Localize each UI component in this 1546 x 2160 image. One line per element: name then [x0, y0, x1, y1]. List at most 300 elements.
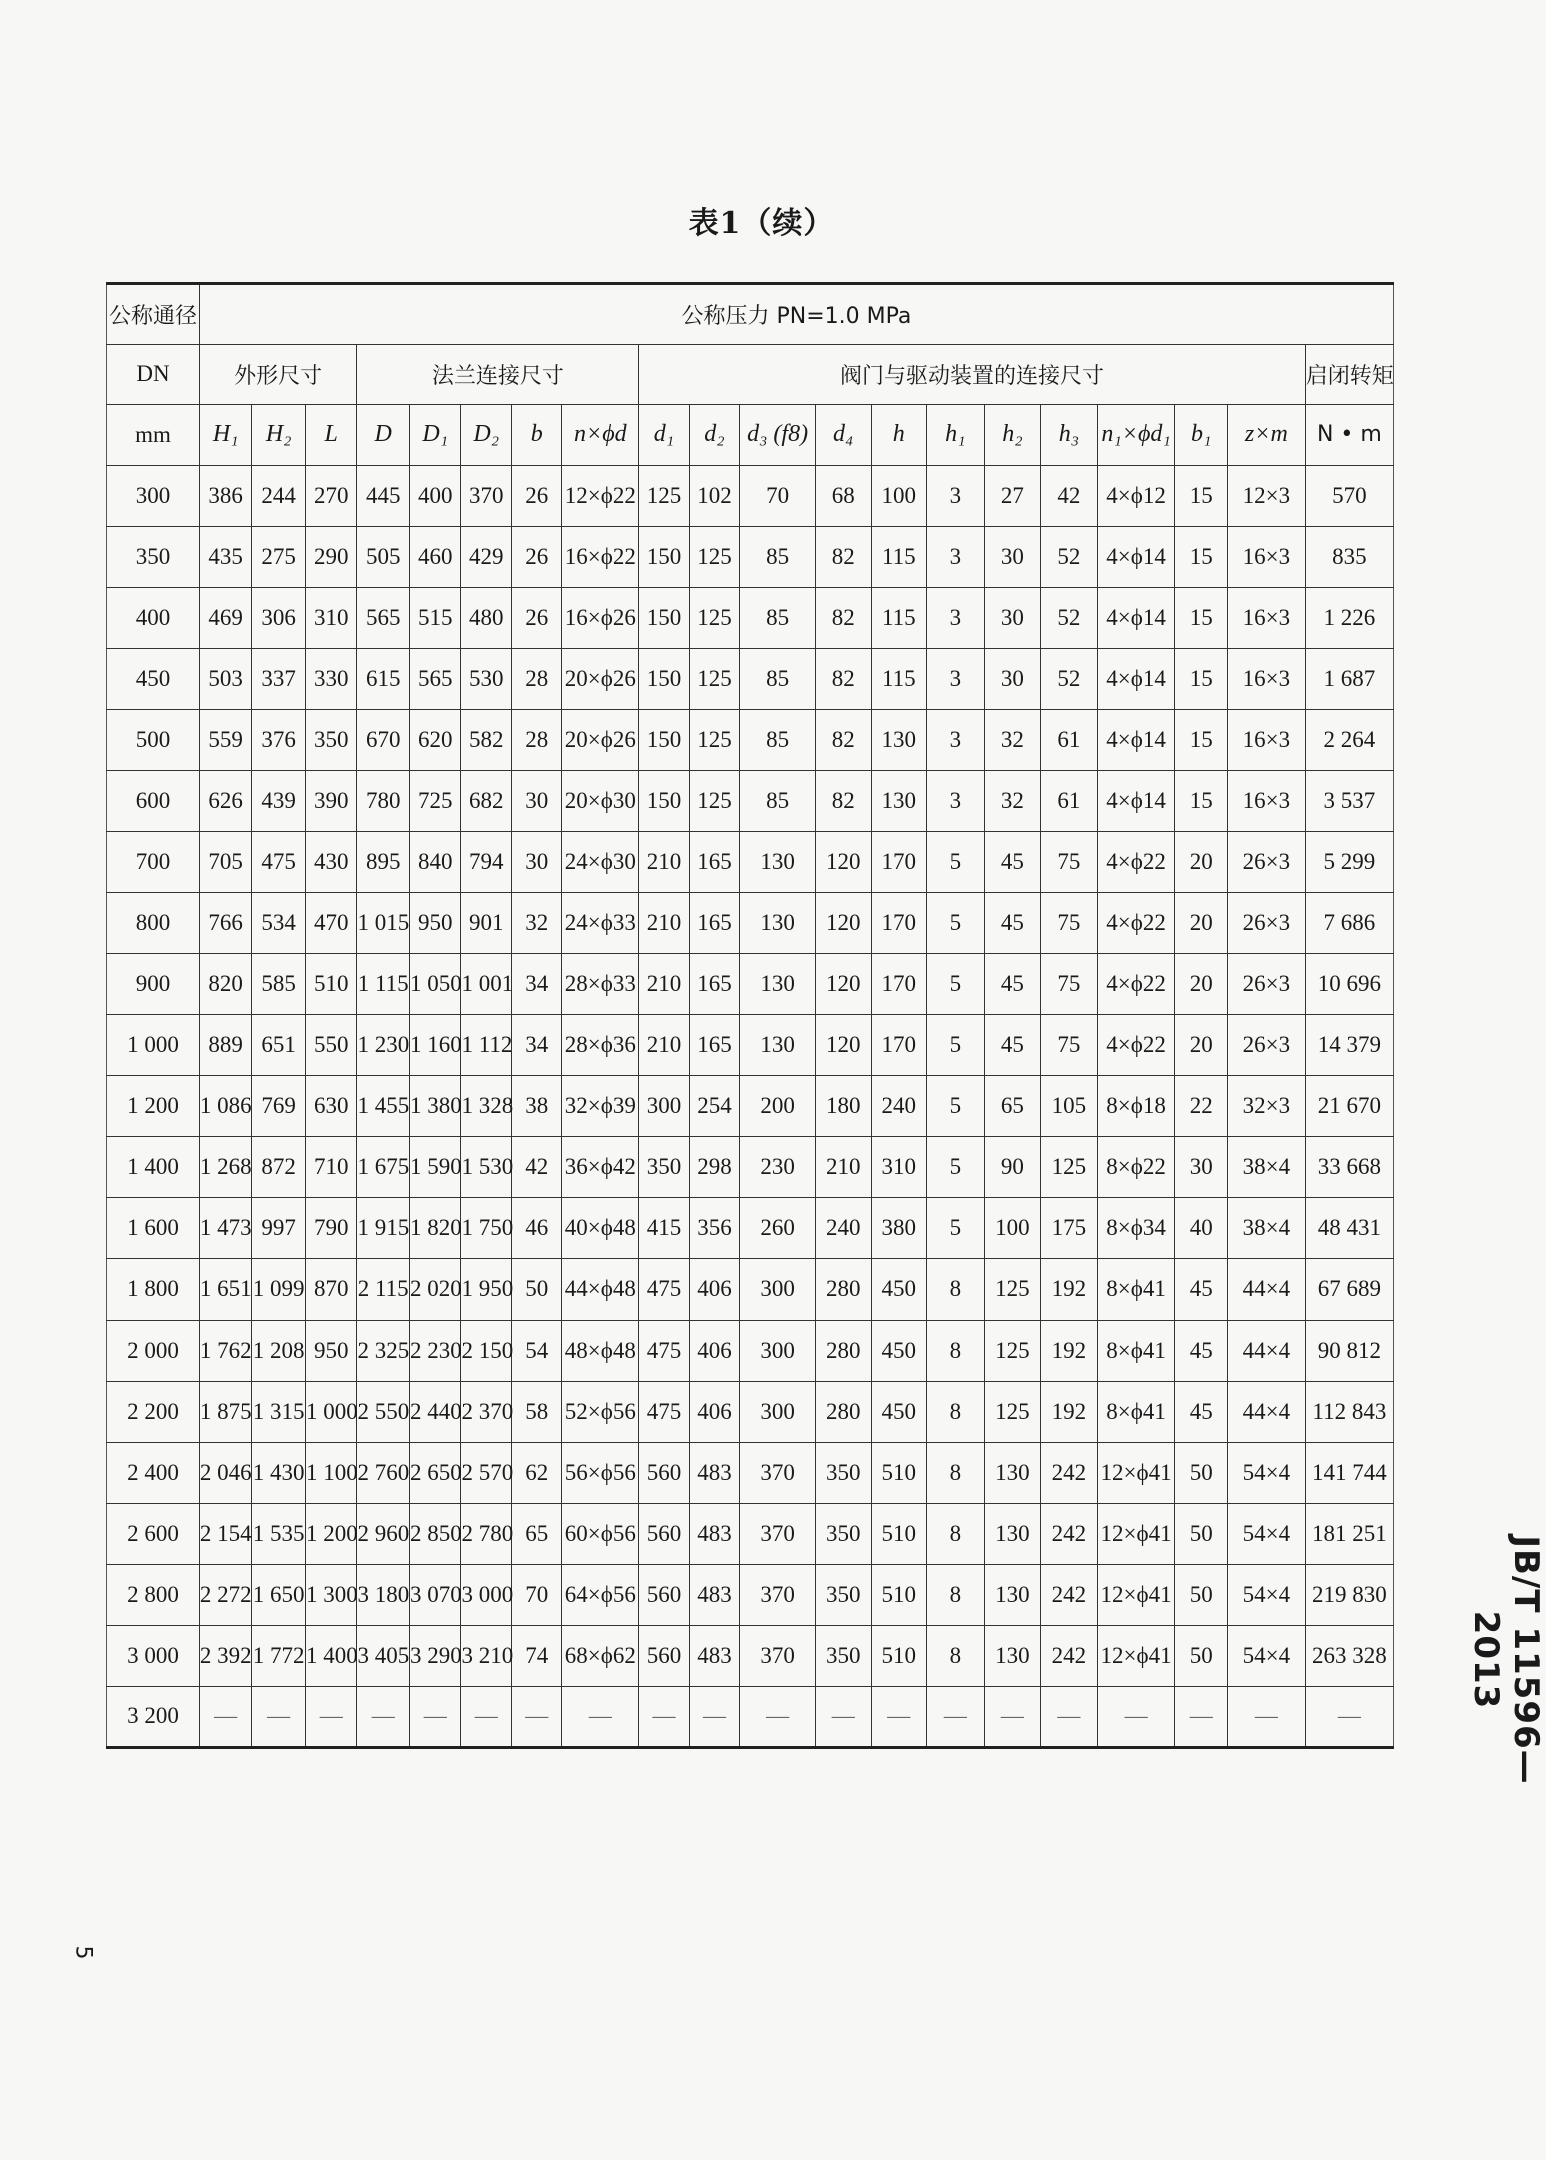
table-cell: 530	[461, 648, 512, 709]
table-row	[107, 1564, 1394, 1625]
table-cell: 1 915	[357, 1198, 410, 1259]
table-cell: 26×3	[1227, 1015, 1305, 1076]
table-cell: 350	[815, 1564, 871, 1625]
table-cell: —	[409, 1686, 461, 1747]
table-cell: 406	[689, 1320, 740, 1381]
table-cell: 1 315	[252, 1381, 306, 1442]
table-cell: 794	[461, 832, 512, 893]
table-cell: 54×4	[1227, 1564, 1305, 1625]
table-cell: 230	[740, 1137, 816, 1198]
table-cell: 12×ϕ41	[1097, 1564, 1175, 1625]
table-cell: 24×ϕ33	[562, 893, 639, 954]
table-cell: —	[815, 1686, 871, 1747]
table-cell: 32	[984, 709, 1041, 770]
table-cell: 4×ϕ14	[1097, 526, 1175, 587]
table-cell: 210	[815, 1137, 871, 1198]
table-cell: 3 000	[461, 1564, 512, 1625]
table-cell: 100	[984, 1198, 1041, 1259]
table-cell: 20	[1175, 1015, 1228, 1076]
table-cell: 20×ϕ26	[562, 648, 639, 709]
table-cell: 2 370	[461, 1381, 512, 1442]
dn-cell: 3 000	[107, 1625, 200, 1686]
dn-cell: 800	[107, 893, 200, 954]
table-cell: 240	[815, 1198, 871, 1259]
table-cell: 350	[815, 1625, 871, 1686]
table-cell: 65	[511, 1503, 562, 1564]
table-cell: 2 650	[409, 1442, 461, 1503]
table-cell: 130	[984, 1503, 1041, 1564]
table-cell: 350	[639, 1137, 690, 1198]
table-cell: 1 160	[409, 1015, 461, 1076]
table-cell: 725	[409, 770, 461, 831]
table-row	[107, 1381, 1394, 1442]
table-cell: 3 290	[409, 1625, 461, 1686]
table-cell: 503	[199, 648, 252, 709]
table-cell: 170	[871, 832, 927, 893]
table-cell: 870	[305, 1259, 357, 1320]
dn-cell: 1 800	[107, 1259, 200, 1320]
table-row	[107, 1198, 1394, 1259]
table-cell: 102	[689, 465, 740, 526]
table-cell: 30	[984, 526, 1041, 587]
table-cell: 2 272	[199, 1564, 252, 1625]
table-cell: 85	[740, 587, 816, 648]
table-cell: 50	[1175, 1625, 1228, 1686]
column-header: z×m	[1227, 405, 1305, 466]
table-cell: 52×ϕ56	[562, 1381, 639, 1442]
table-cell: 835	[1305, 526, 1393, 587]
table-cell: 242	[1041, 1625, 1098, 1686]
table-cell: 5	[927, 893, 985, 954]
table-cell: 1 328	[461, 1076, 512, 1137]
page-number: 5	[70, 1945, 96, 1960]
table-cell: 12×ϕ41	[1097, 1625, 1175, 1686]
table-cell: 30	[1175, 1137, 1228, 1198]
table-row	[107, 1320, 1394, 1381]
table-cell: 52	[1041, 648, 1098, 709]
table-cell: 510	[871, 1442, 927, 1503]
table-cell: 475	[639, 1381, 690, 1442]
table-cell: 560	[639, 1442, 690, 1503]
dn-cell: 500	[107, 709, 200, 770]
table-cell: 429	[461, 526, 512, 587]
table-cell: 769	[252, 1076, 306, 1137]
table-cell: 150	[639, 770, 690, 831]
dn-header: DN	[107, 344, 200, 405]
table-cell: —	[1305, 1686, 1393, 1747]
table-cell: 125	[639, 465, 690, 526]
table-cell: 45	[1175, 1381, 1228, 1442]
table-cell: 475	[639, 1320, 690, 1381]
table-cell: 42	[1041, 465, 1098, 526]
table-cell: 2 264	[1305, 709, 1393, 770]
table-cell: 2 960	[357, 1503, 410, 1564]
table-cell: 30	[511, 832, 562, 893]
table-cell: 337	[252, 648, 306, 709]
table-cell: 450	[871, 1381, 927, 1442]
table-cell: 560	[639, 1564, 690, 1625]
table-cell: 15	[1175, 587, 1228, 648]
table-cell: 2 150	[461, 1320, 512, 1381]
table-cell: 15	[1175, 465, 1228, 526]
table-cell: 170	[871, 893, 927, 954]
column-header: D₂	[461, 405, 512, 466]
table-cell: 130	[740, 954, 816, 1015]
table-cell: 3 180	[357, 1564, 410, 1625]
table-cell: 310	[305, 587, 357, 648]
table-cell: 120	[815, 1015, 871, 1076]
table-cell: 12×ϕ41	[1097, 1503, 1175, 1564]
dn-cell: 1 400	[107, 1137, 200, 1198]
table-cell: 310	[871, 1137, 927, 1198]
table-cell: 85	[740, 526, 816, 587]
dn-cell: 450	[107, 648, 200, 709]
table-cell: 901	[461, 893, 512, 954]
table-cell: 260	[740, 1198, 816, 1259]
table-cell: 125	[689, 587, 740, 648]
table-cell: 34	[511, 1015, 562, 1076]
table-cell: 54×4	[1227, 1625, 1305, 1686]
table-cell: —	[199, 1686, 252, 1747]
table-cell: 380	[871, 1198, 927, 1259]
table-cell: 1 590	[409, 1137, 461, 1198]
table-row	[107, 648, 1394, 709]
table-cell: 3	[927, 770, 985, 831]
table-cell: 16×3	[1227, 587, 1305, 648]
table-cell: 8	[927, 1503, 985, 1564]
table-cell: 125	[689, 648, 740, 709]
table-cell: 48×ϕ48	[562, 1320, 639, 1381]
table-cell: 85	[740, 709, 816, 770]
table-row	[107, 832, 1394, 893]
table-row	[107, 1625, 1394, 1686]
table-cell: 28×ϕ36	[562, 1015, 639, 1076]
table-cell: 1 208	[252, 1320, 306, 1381]
table-cell: —	[511, 1686, 562, 1747]
table-cell: 275	[252, 526, 306, 587]
table-cell: 192	[1041, 1259, 1098, 1320]
table-cell: 682	[461, 770, 512, 831]
table-cell: —	[1097, 1686, 1175, 1747]
table-cell: 210	[639, 832, 690, 893]
table-cell: 483	[689, 1503, 740, 1564]
table-cell: 4×ϕ22	[1097, 1015, 1175, 1076]
table-cell: 75	[1041, 893, 1098, 954]
table-cell: 620	[409, 709, 461, 770]
table-cell: 4×ϕ12	[1097, 465, 1175, 526]
table-cell: 5	[927, 1015, 985, 1076]
table-cell: 582	[461, 709, 512, 770]
header-row-1	[107, 284, 1394, 345]
table-cell: 115	[871, 587, 927, 648]
table-cell: 242	[1041, 1503, 1098, 1564]
table-cell: 889	[199, 1015, 252, 1076]
table-row	[107, 526, 1394, 587]
table-cell: 16×3	[1227, 770, 1305, 831]
table-cell: 125	[1041, 1137, 1098, 1198]
table-cell: 130	[871, 770, 927, 831]
dn-cell: 1 200	[107, 1076, 200, 1137]
table-cell: 2 440	[409, 1381, 461, 1442]
table-cell: —	[252, 1686, 306, 1747]
table-cell: 150	[639, 709, 690, 770]
table-cell: 350	[815, 1503, 871, 1564]
table-cell: 2 850	[409, 1503, 461, 1564]
table-cell: 70	[740, 465, 816, 526]
table-cell: 141 744	[1305, 1442, 1393, 1503]
table-cell: 165	[689, 954, 740, 1015]
table-cell: 1 300	[305, 1564, 357, 1625]
table-cell: 8	[927, 1259, 985, 1320]
table-cell: 2 760	[357, 1442, 410, 1503]
table-cell: 52	[1041, 587, 1098, 648]
table-cell: 74	[511, 1625, 562, 1686]
table-cell: 651	[252, 1015, 306, 1076]
dn-cell: 400	[107, 587, 200, 648]
dn-cell: 2 200	[107, 1381, 200, 1442]
table-cell: 15	[1175, 770, 1228, 831]
table-cell: 997	[252, 1198, 306, 1259]
table-cell: 950	[305, 1320, 357, 1381]
table-cell: 510	[871, 1625, 927, 1686]
nominal-size-header: 公称通径	[107, 284, 200, 345]
table-cell: 16×3	[1227, 648, 1305, 709]
table-cell: 125	[984, 1320, 1041, 1381]
table-cell: 8×ϕ22	[1097, 1137, 1175, 1198]
dn-cell: 2 800	[107, 1564, 200, 1625]
table-cell: 32×ϕ39	[562, 1076, 639, 1137]
dn-cell: 900	[107, 954, 200, 1015]
table-cell: 263 328	[1305, 1625, 1393, 1686]
table-cell: 450	[871, 1259, 927, 1320]
table-cell: 20	[1175, 954, 1228, 1015]
table-cell: 356	[689, 1198, 740, 1259]
table-cell: 112 843	[1305, 1381, 1393, 1442]
table-cell: 200	[740, 1076, 816, 1137]
table-cell: 3	[927, 587, 985, 648]
table-cell: 4×ϕ14	[1097, 587, 1175, 648]
table-cell: 370	[740, 1442, 816, 1503]
table-cell: 4×ϕ22	[1097, 954, 1175, 1015]
table-cell: 68	[815, 465, 871, 526]
table-cell: 38×4	[1227, 1198, 1305, 1259]
table-cell: —	[305, 1686, 357, 1747]
table-cell: 1 675	[357, 1137, 410, 1198]
table-cell: 45	[984, 954, 1041, 1015]
table-row	[107, 1015, 1394, 1076]
table-cell: 32	[984, 770, 1041, 831]
table-cell: 10 696	[1305, 954, 1393, 1015]
header-row-3	[107, 405, 1394, 466]
table-cell: 24×ϕ30	[562, 832, 639, 893]
table-cell: 46	[511, 1198, 562, 1259]
table-cell: 100	[871, 465, 927, 526]
table-cell: 560	[639, 1625, 690, 1686]
table-cell: 8×ϕ34	[1097, 1198, 1175, 1259]
table-row	[107, 1137, 1394, 1198]
dn-cell: 1 600	[107, 1198, 200, 1259]
table-cell: 1 226	[1305, 587, 1393, 648]
table-cell: 790	[305, 1198, 357, 1259]
table-cell: 400	[409, 465, 461, 526]
table-cell: 16×ϕ22	[562, 526, 639, 587]
table-cell: 280	[815, 1320, 871, 1381]
table-cell: 1 380	[409, 1076, 461, 1137]
table-cell: 298	[689, 1137, 740, 1198]
table-cell: 48 431	[1305, 1198, 1393, 1259]
table-cell: 406	[689, 1381, 740, 1442]
table-cell: 30	[511, 770, 562, 831]
table-cell: 26×3	[1227, 954, 1305, 1015]
table-cell: 1 820	[409, 1198, 461, 1259]
table-cell: 125	[689, 770, 740, 831]
table-cell: 370	[740, 1564, 816, 1625]
table-cell: 150	[639, 526, 690, 587]
table-cell: 52	[1041, 526, 1098, 587]
table-cell: 240	[871, 1076, 927, 1137]
table-row	[107, 1259, 1394, 1320]
table-row	[107, 587, 1394, 648]
table-cell: 28	[511, 648, 562, 709]
table-cell: 1 772	[252, 1625, 306, 1686]
table-cell: 5	[927, 954, 985, 1015]
table-cell: 44×4	[1227, 1381, 1305, 1442]
table-cell: —	[927, 1686, 985, 1747]
table-cell: 8×ϕ41	[1097, 1259, 1175, 1320]
table-row	[107, 893, 1394, 954]
table-cell: 115	[871, 648, 927, 709]
table-cell: 64×ϕ56	[562, 1564, 639, 1625]
table-cell: 450	[871, 1320, 927, 1381]
table-cell: 1 950	[461, 1259, 512, 1320]
table-cell: 75	[1041, 1015, 1098, 1076]
table-cell: 7 686	[1305, 893, 1393, 954]
table-cell: 50	[1175, 1503, 1228, 1564]
table-cell: 45	[1175, 1259, 1228, 1320]
table-cell: 4×ϕ14	[1097, 648, 1175, 709]
table-cell: 26×3	[1227, 832, 1305, 893]
dn-cell: 2 000	[107, 1320, 200, 1381]
column-header: d₁	[639, 405, 690, 466]
table-cell: 44×ϕ48	[562, 1259, 639, 1320]
table-cell: 1 535	[252, 1503, 306, 1564]
table-cell: 390	[305, 770, 357, 831]
table-cell: 130	[871, 709, 927, 770]
dn-cell: 700	[107, 832, 200, 893]
table-cell: 85	[740, 648, 816, 709]
table-cell: 1 762	[199, 1320, 252, 1381]
table-cell: 2 780	[461, 1503, 512, 1564]
table-cell: 439	[252, 770, 306, 831]
table-cell: 58	[511, 1381, 562, 1442]
table-cell: 510	[871, 1564, 927, 1625]
table-cell: 62	[511, 1442, 562, 1503]
table-cell: 4×ϕ22	[1097, 893, 1175, 954]
table-cell: 65	[984, 1076, 1041, 1137]
table-cell: 330	[305, 648, 357, 709]
table-row	[107, 1442, 1394, 1503]
table-row	[107, 709, 1394, 770]
table-cell: 242	[1041, 1442, 1098, 1503]
table-cell: 1 050	[409, 954, 461, 1015]
table-cell: 130	[740, 893, 816, 954]
table-cell: 12×ϕ41	[1097, 1442, 1175, 1503]
table-cell: 1 200	[305, 1503, 357, 1564]
table-cell: 33 668	[1305, 1137, 1393, 1198]
table-cell: 1 100	[305, 1442, 357, 1503]
table-cell: 32	[511, 893, 562, 954]
table-cell: 8×ϕ18	[1097, 1076, 1175, 1137]
column-header: n×ϕd	[562, 405, 639, 466]
table-cell: 3 210	[461, 1625, 512, 1686]
table-cell: 165	[689, 832, 740, 893]
column-header: H₂	[252, 405, 306, 466]
table-cell: 4×ϕ22	[1097, 832, 1175, 893]
table-cell: 8×ϕ41	[1097, 1320, 1175, 1381]
table-cell: 16×3	[1227, 709, 1305, 770]
column-header: h	[871, 405, 927, 466]
table-cell: 32×3	[1227, 1076, 1305, 1137]
table-cell: 61	[1041, 770, 1098, 831]
table-cell: 560	[639, 1503, 690, 1564]
table-cell: 1 430	[252, 1442, 306, 1503]
table-cell: 510	[871, 1503, 927, 1564]
flange-dimensions-header: 法兰连接尺寸	[357, 344, 639, 405]
table-cell: 460	[409, 526, 461, 587]
dn-cell: 3 200	[107, 1686, 200, 1747]
table-cell: 270	[305, 465, 357, 526]
table-row	[107, 954, 1394, 1015]
table-cell: 90	[984, 1137, 1041, 1198]
table-cell: 840	[409, 832, 461, 893]
table-cell: 16×ϕ26	[562, 587, 639, 648]
table-cell: 15	[1175, 709, 1228, 770]
table-cell: 115	[871, 526, 927, 587]
dn-cell: 1 000	[107, 1015, 200, 1076]
table-cell: 585	[252, 954, 306, 1015]
table-cell: 5	[927, 1198, 985, 1259]
table-cell: 445	[357, 465, 410, 526]
table-cell: 435	[199, 526, 252, 587]
table-cell: 82	[815, 709, 871, 770]
table-cell: 192	[1041, 1320, 1098, 1381]
table-cell: 45	[984, 1015, 1041, 1076]
table-cell: 2 230	[409, 1320, 461, 1381]
table-cell: 60×ϕ56	[562, 1503, 639, 1564]
table-cell: —	[461, 1686, 512, 1747]
column-header: b₁	[1175, 405, 1228, 466]
table-cell: 5 299	[1305, 832, 1393, 893]
table-cell: 3	[927, 465, 985, 526]
table-cell: 120	[815, 832, 871, 893]
column-header: d₄	[815, 405, 871, 466]
table-cell: 20×ϕ26	[562, 709, 639, 770]
table-cell: 705	[199, 832, 252, 893]
column-header: D	[357, 405, 410, 466]
table-row	[107, 1076, 1394, 1137]
table-cell: 5	[927, 832, 985, 893]
table-cell: 1 099	[252, 1259, 306, 1320]
table-cell: 15	[1175, 526, 1228, 587]
valve-dimension-table	[106, 282, 1394, 1749]
table-cell: 165	[689, 1015, 740, 1076]
table-cell: 45	[984, 832, 1041, 893]
table-cell: 82	[815, 648, 871, 709]
table-cell: 12×3	[1227, 465, 1305, 526]
table-cell: 780	[357, 770, 410, 831]
table-cell: 26	[511, 526, 562, 587]
column-header: d₃ (f8)	[740, 405, 816, 466]
